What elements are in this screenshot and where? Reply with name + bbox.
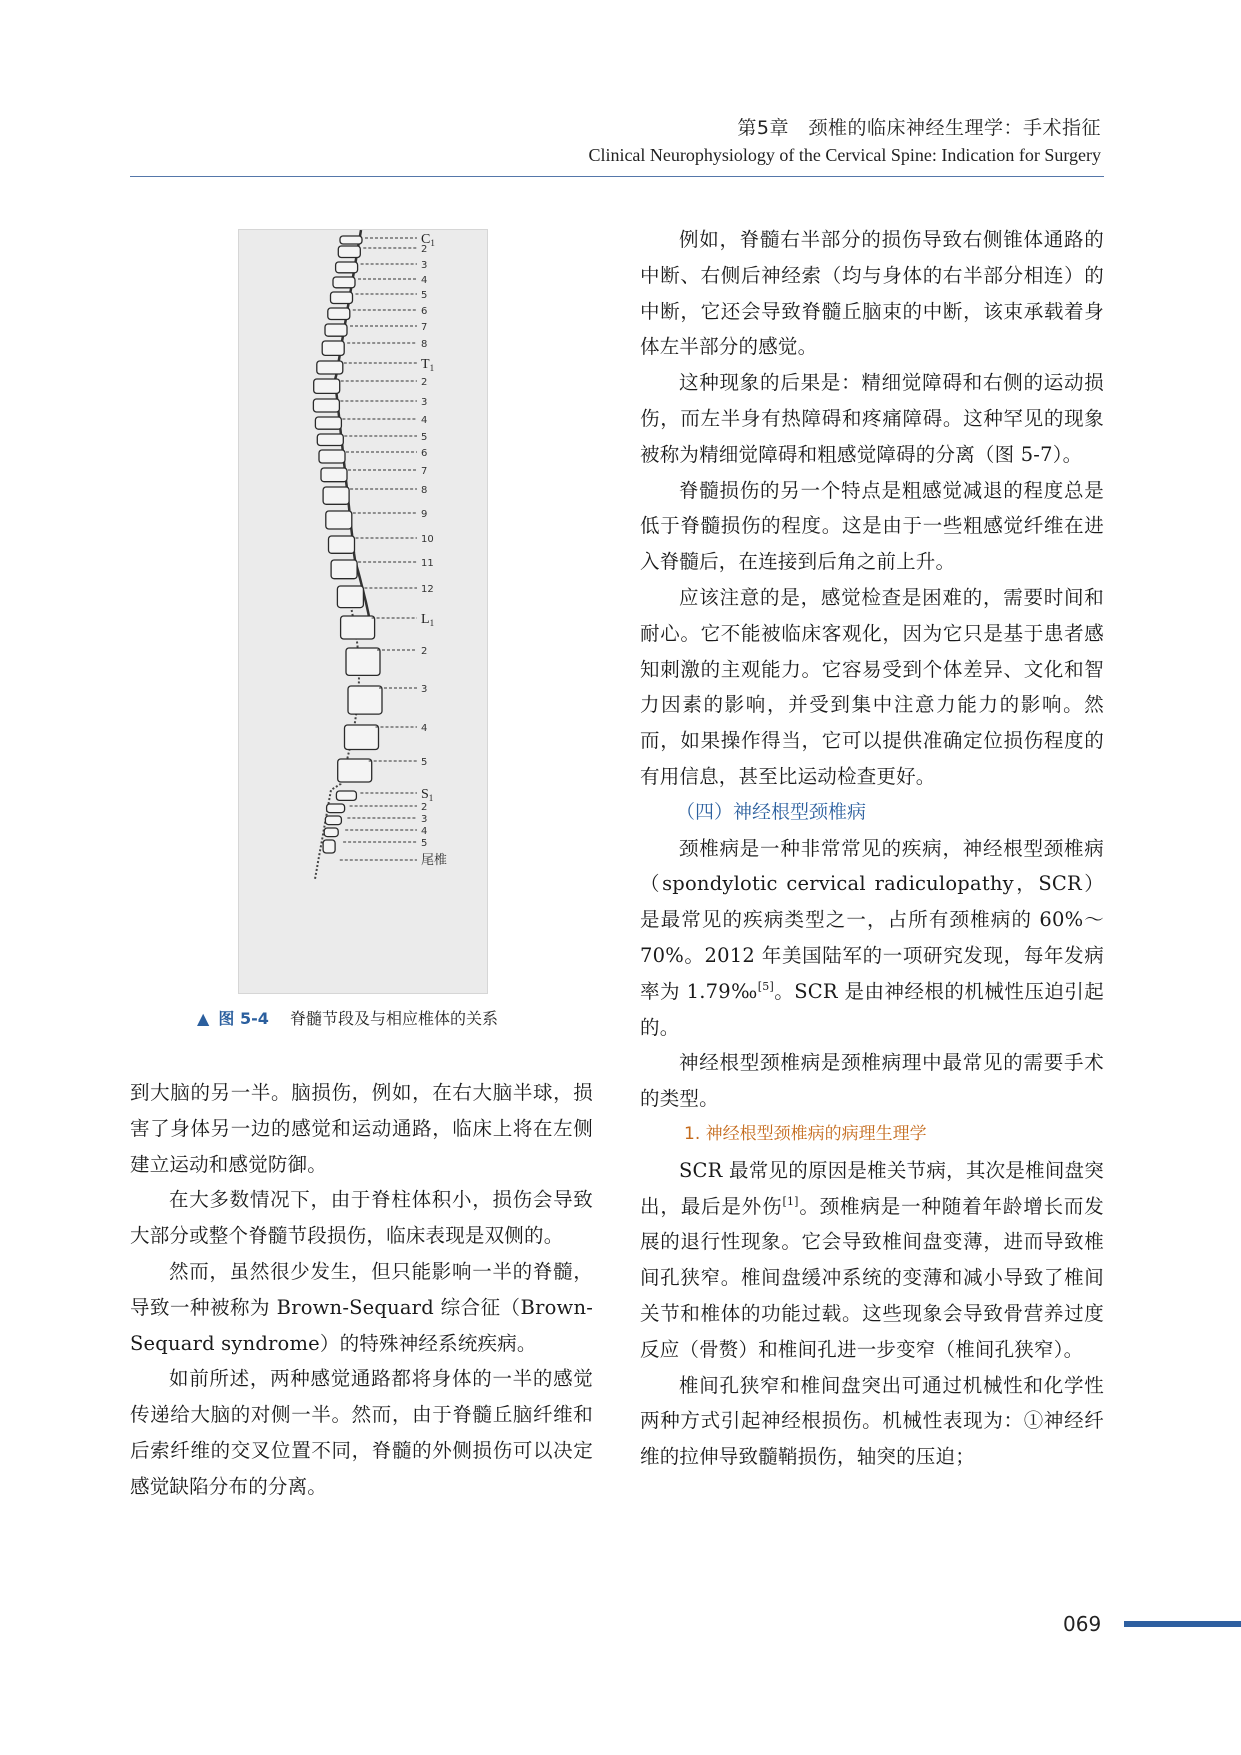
triangle-marker-icon: ▲ (197, 1009, 210, 1028)
segment-label: 2 (421, 377, 428, 388)
vertebra (323, 487, 349, 504)
paragraph: 例如，脊髓右半部分的损伤导致右侧锥体通路的中断、右侧后神经索（均与身体的右半部分相连）的中断，它还会导致脊髓丘脑束的中断，该束承载着身体左半部分的感觉。 (640, 228, 1104, 359)
vertebra (321, 468, 347, 482)
segment-label: 5 (421, 757, 428, 768)
segment-label: 2 (421, 802, 428, 813)
segment-label: 3 (421, 814, 428, 825)
segment-label: 3 (421, 397, 428, 408)
segment-label: 5 (421, 432, 428, 443)
vertebra (317, 434, 343, 446)
segment-label: 4 (421, 275, 428, 286)
segment-label: 尾椎 (421, 853, 448, 868)
right-text-column (640, 222, 1104, 1475)
section-heading: （四）神经根型颈椎病 (676, 800, 867, 823)
vertebra (346, 648, 380, 675)
running-header-chinese: 第5章 颈椎的临床神经生理学：手术指征 (737, 117, 1101, 139)
vertebra (340, 236, 362, 244)
segment-label: 8 (421, 485, 428, 496)
vertebra (323, 840, 335, 853)
segment-label: 9 (421, 509, 428, 520)
vertebra (313, 399, 339, 412)
segment-label: 8 (421, 339, 428, 350)
segment-label: 4 (421, 415, 428, 426)
vertebra (327, 804, 345, 813)
paragraph-text: 颈椎病是一种非常常见的疾病，神经根型颈椎病（spondylotic cervical radiculopathy，SCR）是最常见的疾病类型之一，占所有颈椎病的 60%～70%。2012 年美国陆军的一项研究发现，每年发病率为 1.79‰ (640, 836, 1104, 1003)
vertebra (341, 616, 375, 639)
paragraph-text: 。颈椎病是一种随着年龄增长而发展的退行性现象。它会导致椎间盘变薄，进而导致椎间孔狭窄。椎间盘缓冲系统的变薄和减小导致了椎间关节和椎体的功能过载。这些现象会导致骨营养过度反应（骨赘）和椎间孔进一步变窄（椎间孔狭窄）。 (640, 1194, 1104, 1361)
paragraph-text: SCR 最常见的原因是椎关节病，其次是椎间盘突出，最后是外伤 (640, 1158, 1104, 1218)
left-text-column (130, 1075, 593, 1505)
segment-label: $S_1$ (421, 787, 434, 803)
citation-ref: [5] (757, 979, 774, 993)
segment-label: 4 (421, 723, 428, 734)
paragraph: 应该注意的是，感觉检查是困难的，需要时间和耐心。它不能被临床客观化，因为它只是基于患者感知刺激的主观能力。它容易受到个体差异、文化和智力因素的影响，并受到集中注意力能力的影响。然而，如果操作得当，它可以提供准确定位损伤程度的有用信息，甚至比运动检查更好。 (640, 585, 1104, 788)
vertebra (337, 586, 363, 608)
paragraph: 神经根型颈椎病是颈椎病理中最常见的需要手术的类型。 (640, 1051, 1104, 1111)
vertebra (326, 511, 352, 529)
vertebra (319, 450, 345, 463)
segment-label: 4 (421, 826, 428, 837)
subsection-heading: 1. 神经根型颈椎病的病理生理学 (684, 1123, 927, 1144)
vertebra (325, 324, 347, 336)
vertebra (314, 379, 340, 393)
figure-caption-text: 脊髓节段及与相应椎体的关系 (289, 1009, 498, 1028)
paragraph: 这种现象的后果是：精细觉障碍和右侧的运动损伤，而左半身有热障碍和疼痛障碍。这种罕见的现象被称为精细觉障碍和粗感觉障碍的分离（图 5-7）。 (640, 371, 1104, 466)
vertebra (338, 246, 360, 258)
header-divider (130, 176, 1104, 177)
segment-label: 11 (421, 558, 434, 569)
figure-label: 图 5-4 (218, 1009, 269, 1028)
vertebra (329, 536, 355, 553)
citation-ref: [1] (782, 1194, 799, 1208)
running-header-english: Clinical Neurophysiology of the Cervical Spine: Indication for Surgery (588, 145, 1101, 165)
paragraph (640, 831, 1104, 1046)
segment-label: 10 (421, 534, 434, 545)
segment-label: 2 (421, 244, 428, 255)
page-number-accent-bar (1124, 1621, 1241, 1627)
paragraph: 然而，虽然很少发生，但只能影响一半的脊髓，导致一种被称为 Brown-Sequard 综合征（Brown-Sequard syndrome）的特殊神经系统疾病。 (130, 1259, 593, 1355)
paragraph: 如前所述，两种感觉通路都将身体的一半的感觉传递给大脑的对侧一半。然而，由于脊髓丘脑纤维和后索纤维的交叉位置不同，脊髓的外侧损伤可以决定感觉缺陷分布的分离。 (130, 1367, 593, 1498)
paragraph: 脊髓损伤的另一个特点是粗感觉减退的程度总是低于脊髓损伤的程度。这是由于一些粗感觉纤维在进入脊髓后，在连接到后角之前上升。 (640, 478, 1104, 574)
segment-label: $L_1$ (421, 612, 435, 628)
vertebra (338, 759, 372, 782)
segment-label: 5 (421, 838, 428, 849)
vertebra (325, 816, 341, 825)
spine-diagram (239, 230, 487, 993)
paragraph: 在大多数情况下，由于脊柱体积小，损伤会导致大部分或整个脊髓节段损伤，临床表现是双侧的。 (130, 1188, 593, 1248)
vertebra (317, 361, 343, 374)
vertebra (348, 686, 382, 714)
paragraph: 到大脑的另一半。脑损伤，例如，在右大脑半球，损害了身体另一边的感觉和运动通路，临床上将在左侧建立运动和感觉防御。 (130, 1081, 593, 1176)
segment-label: 12 (421, 584, 434, 595)
vertebra (345, 725, 379, 750)
segment-label: 3 (421, 684, 428, 695)
paragraph-text: 。SCR 是由神经根的机械性压迫引起的。 (640, 979, 1104, 1039)
segment-label: 6 (421, 306, 428, 317)
segment-label: 7 (421, 322, 428, 333)
segment-label: 5 (421, 290, 428, 301)
figure-caption (197, 1006, 498, 1029)
paragraph: 椎间孔狭窄和椎间盘突出可通过机械性和化学性两种方式引起神经根损伤。机械性表现为：①神经纤维的拉伸导致髓鞘损伤，轴突的压迫； (640, 1373, 1104, 1469)
vertebra (336, 262, 358, 273)
segment-label: 6 (421, 448, 428, 459)
segment-label: 2 (421, 646, 428, 657)
segment-label: $C_1$ (421, 232, 435, 248)
page-number: 069 (1063, 1612, 1102, 1636)
segment-label: $T_1$ (421, 357, 435, 373)
vertebra (328, 308, 350, 320)
vertebra (324, 828, 338, 837)
segment-label: 7 (421, 466, 428, 477)
vertebra (333, 277, 355, 288)
vertebra (322, 341, 344, 355)
vertebra (331, 560, 357, 579)
segment-label: 3 (421, 260, 428, 271)
paragraph (640, 1153, 1104, 1368)
vertebra (331, 292, 353, 304)
vertebra (336, 791, 356, 800)
spine-segment-figure (238, 229, 488, 994)
vertebra (315, 417, 341, 429)
